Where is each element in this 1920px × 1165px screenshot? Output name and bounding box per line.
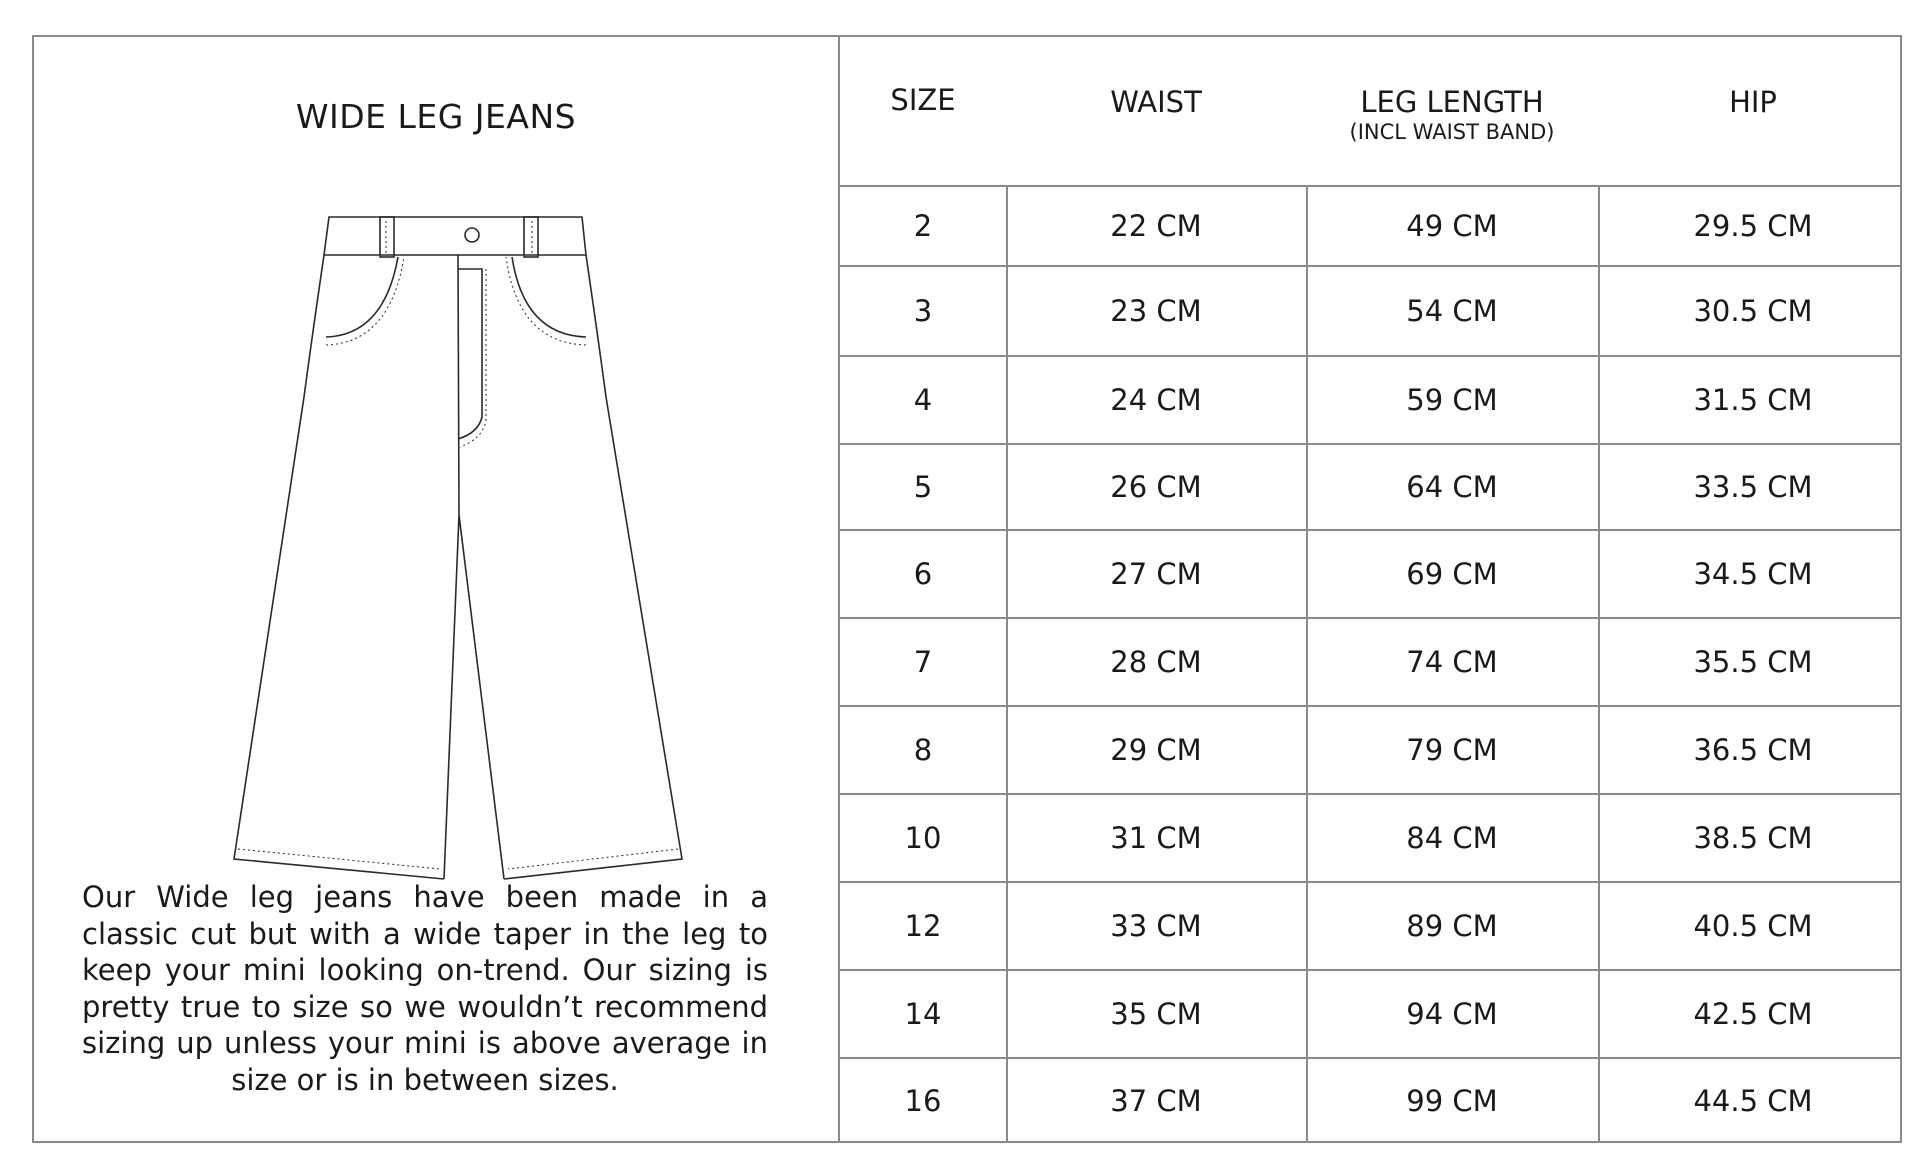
table-row	[840, 187, 1900, 267]
product-panel	[34, 37, 840, 1141]
size-chart	[32, 35, 1902, 1143]
cell-leg-length: 64 CM	[1406, 470, 1498, 504]
cell-waist: 33 CM	[1110, 909, 1202, 943]
cell-size: 8	[913, 733, 933, 767]
cell-hip: 35.5 CM	[1693, 645, 1813, 679]
cell-size: 4	[913, 383, 933, 417]
table-header	[840, 37, 1900, 187]
cell-hip: 36.5 CM	[1693, 733, 1813, 767]
cell-hip: 31.5 CM	[1693, 383, 1813, 417]
cell-waist: 35 CM	[1110, 997, 1202, 1031]
table-row	[840, 531, 1900, 619]
cell-size: 2	[913, 209, 933, 243]
cell-size: 12	[904, 909, 942, 943]
cell-hip: 42.5 CM	[1693, 997, 1813, 1031]
column-divider	[1598, 187, 1600, 1143]
header-size: SIZE	[890, 83, 956, 117]
cell-hip: 34.5 CM	[1693, 557, 1813, 591]
cell-leg-length: 99 CM	[1406, 1084, 1498, 1118]
cell-waist: 29 CM	[1110, 733, 1202, 767]
cell-waist: 28 CM	[1110, 645, 1202, 679]
cell-waist: 27 CM	[1110, 557, 1202, 591]
product-description: Our Wide leg jeans have been made in a classic cut but with a wide taper in the leg to keep your mini looking on-trend. Our sizing is pretty true to size so we wouldn’t recommend sizing up unless your mini is above average in size or is in between sizes.	[82, 880, 768, 1097]
cell-size: 5	[913, 470, 933, 504]
cell-hip: 38.5 CM	[1693, 821, 1813, 855]
table-row	[840, 883, 1900, 971]
cell-waist: 23 CM	[1110, 294, 1202, 328]
cell-waist: 31 CM	[1110, 821, 1202, 855]
table-row	[840, 1059, 1900, 1143]
table-row	[840, 357, 1900, 445]
column-divider	[1306, 187, 1308, 1143]
product-title: WIDE LEG JEANS	[295, 97, 577, 136]
cell-leg-length: 69 CM	[1406, 557, 1498, 591]
cell-size: 6	[913, 557, 933, 591]
table-row	[840, 795, 1900, 883]
cell-size: 7	[913, 645, 933, 679]
cell-hip: 40.5 CM	[1693, 909, 1813, 943]
cell-waist: 37 CM	[1110, 1084, 1202, 1118]
cell-leg-length: 84 CM	[1406, 821, 1498, 855]
cell-leg-length: 59 CM	[1406, 383, 1498, 417]
cell-hip: 30.5 CM	[1693, 294, 1813, 328]
cell-hip: 33.5 CM	[1693, 470, 1813, 504]
cell-leg-length: 49 CM	[1406, 209, 1498, 243]
cell-waist: 26 CM	[1110, 470, 1202, 504]
table-row	[840, 619, 1900, 707]
header-leg-length-label: LEG LENGTH	[1360, 85, 1544, 119]
cell-hip: 29.5 CM	[1693, 209, 1813, 243]
cell-hip: 44.5 CM	[1693, 1084, 1813, 1118]
jeans-illustration	[194, 177, 694, 897]
table-row	[840, 707, 1900, 795]
cell-size: 10	[904, 821, 942, 855]
table-row	[840, 971, 1900, 1059]
cell-leg-length: 74 CM	[1406, 645, 1498, 679]
cell-waist: 22 CM	[1110, 209, 1202, 243]
cell-size: 16	[904, 1084, 942, 1118]
header-waist: WAIST	[1110, 85, 1202, 119]
cell-leg-length: 94 CM	[1406, 997, 1498, 1031]
header-leg-length-note: (INCL WAIST BAND)	[1349, 120, 1555, 144]
header-leg-length	[1306, 85, 1598, 144]
cell-size: 3	[913, 294, 933, 328]
table-row	[840, 445, 1900, 531]
size-table	[840, 37, 1900, 1141]
cell-leg-length: 79 CM	[1406, 733, 1498, 767]
column-divider	[1006, 187, 1008, 1143]
cell-waist: 24 CM	[1110, 383, 1202, 417]
table-row	[840, 267, 1900, 357]
header-hip: HIP	[1729, 85, 1777, 119]
cell-size: 14	[904, 997, 942, 1031]
cell-leg-length: 89 CM	[1406, 909, 1498, 943]
cell-leg-length: 54 CM	[1406, 294, 1498, 328]
